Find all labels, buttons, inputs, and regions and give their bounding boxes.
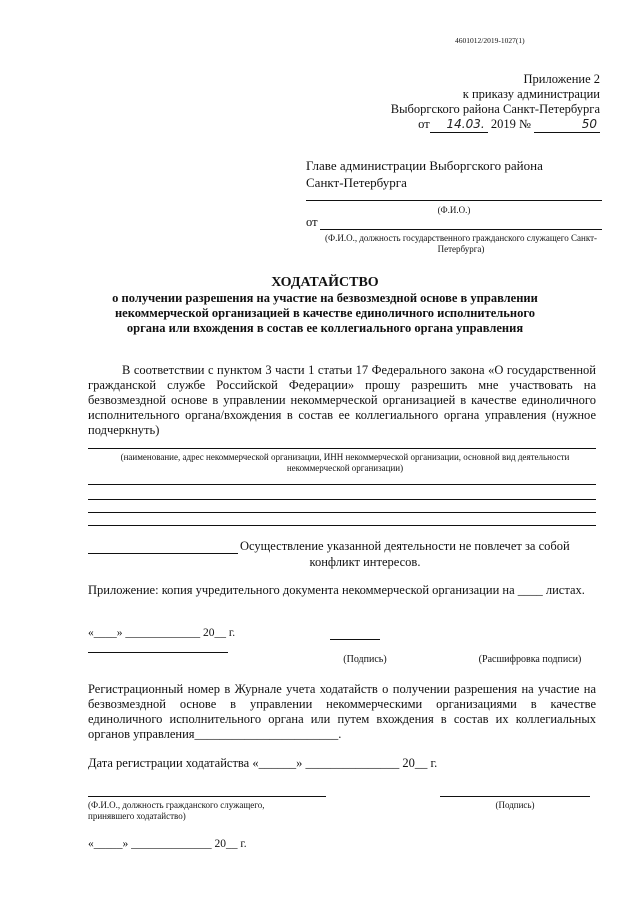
date-line-2: «_____» ______________ 20__ г. [88, 838, 247, 850]
appendix-date-line [391, 117, 600, 133]
name-line [88, 652, 228, 653]
registration-blank: _______________________. [194, 727, 342, 741]
attachment-text: Приложение: копия учредительного документа некоммерческой организации на ____ листах. [88, 583, 585, 597]
handwritten-date: 14.03. [430, 117, 488, 133]
signature-line [330, 639, 380, 640]
blank-line-1 [88, 484, 596, 485]
handwritten-number: 50 [534, 117, 600, 133]
employee-line [88, 796, 326, 797]
body-paragraph [88, 363, 596, 438]
appendix-line1: Приложение 2 [523, 72, 600, 86]
employee-caption: (Ф.И.О., должность гражданского служащего, принявшего ходатайство) [88, 800, 265, 821]
from-label: от [306, 215, 318, 229]
signature-caption-2: (Подпись) [495, 800, 535, 810]
registration-block [88, 682, 596, 742]
addressee-block [306, 157, 543, 191]
from-caption: (Ф.И.О., должность государственного гражданского служащего Санкт-Петербурга) [324, 233, 598, 254]
fio-caption: (Ф.И.О.) [437, 205, 471, 215]
blank-line-4 [88, 525, 596, 526]
signature-caption: (Подпись) [343, 654, 387, 665]
date-line-1: «____» _____________ 20__ г. [88, 627, 236, 639]
org-line [88, 448, 596, 449]
from-line [320, 229, 602, 230]
addressee-line2: Санкт-Петербурга [306, 175, 407, 190]
document-title: ХОДАТАЙСТВО [271, 275, 379, 290]
registration-date: Дата регистрации ходатайства «______» _______________ 20__ г. [88, 756, 438, 770]
document-subtitle: о получении разрешения на участие на безвозмездной основе в управлении некоммерческой организацией в качестве единоличного исполнительного органа или вхождения в состав ее коллегиального органа управления [112, 291, 538, 335]
addressee-line1: Главе администрации Выборгского района [306, 158, 543, 173]
registration-text: Регистрационный номер в Журнале учета ходатайств о получении разрешения на участие на безвозмездной основе в управлении некоммерческими организациями в качестве единоличного исполнительного органа или путем вхождения в состав их коллегиальных органов управления [88, 682, 596, 741]
signature-decode-caption: (Расшифровка подписи) [478, 654, 582, 665]
appendix-line3: Выборгского района Санкт-Петербурга [390, 102, 600, 116]
date-prefix: от [418, 117, 430, 131]
fio-line [306, 200, 602, 201]
signature-line-2 [440, 796, 590, 797]
document-number: 4601012/2019-1027(1) [455, 36, 525, 45]
body-paragraph-text: В соответствии с пунктом 3 части 1 статьи 17 Федерального закона «О государственной гражданской службе Российской Федерации» прошу разрешить мне участвовать на безвозмездной основе в управлении некоммерческой организацией в качестве единоличного исполнительного органа/вхождения в состав ее коллегиального органа управления (нужное подчеркнуть) [88, 363, 596, 437]
conflict-text2: конфликт интересов. [309, 555, 421, 569]
appendix-block [391, 72, 600, 133]
conflict-text: Осуществление указанной деятельности не повлечет за собой [240, 539, 570, 553]
conflict-line [88, 553, 238, 554]
blank-line-2 [88, 499, 596, 500]
blank-line-3 [88, 512, 596, 513]
appendix-year: 2019 № [490, 117, 531, 131]
appendix-line2: к приказу администрации [462, 87, 600, 101]
org-caption: (наименование, адрес некоммерческой организации, ИНН некоммерческой организации, основной вид деятельности некоммерческой организации) [120, 452, 570, 473]
